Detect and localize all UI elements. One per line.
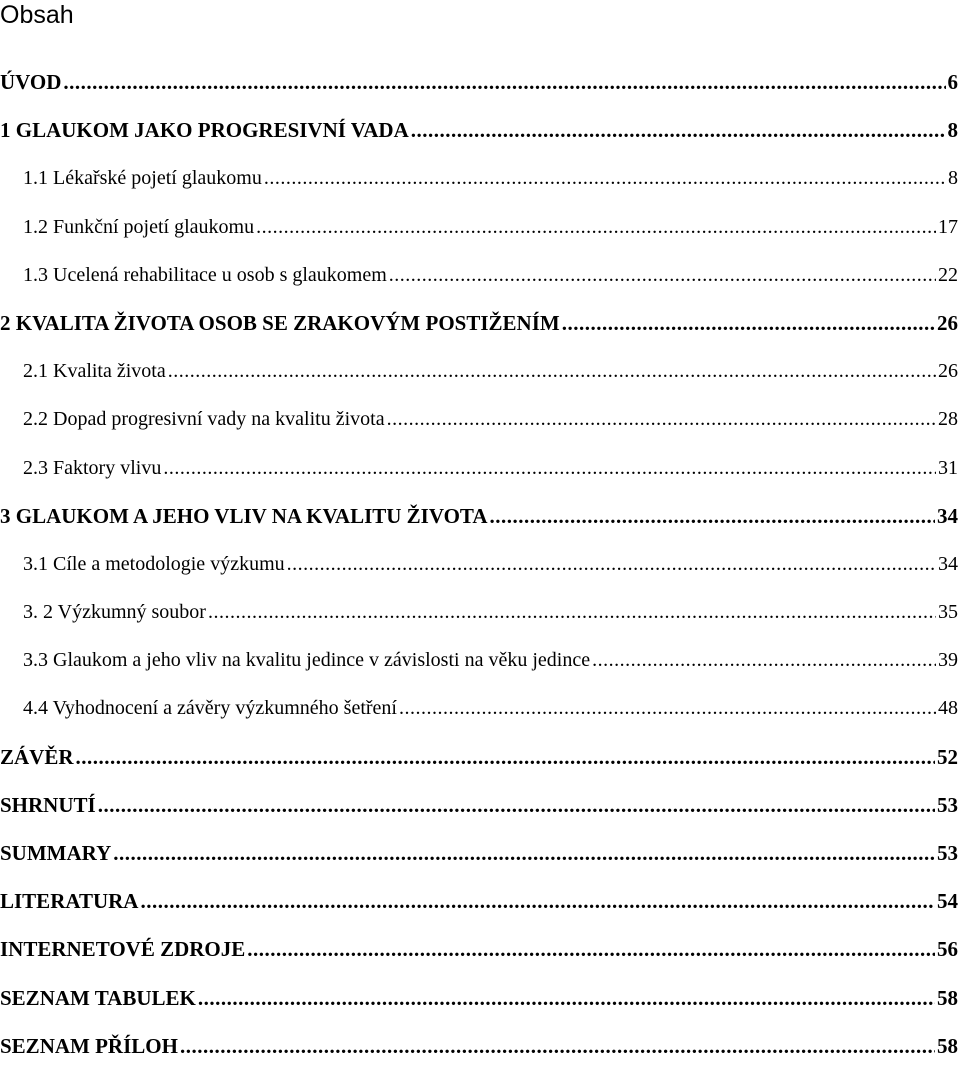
toc-entry-label: INTERNETOVÉ ZDROJE (0, 937, 246, 962)
toc-entry-label: 3.3 Glaukom a jeho vliv na kvalitu jedince v závislosti na věku jedince (23, 649, 591, 672)
dot-leader (399, 684, 936, 732)
dot-leader (592, 636, 936, 684)
dot-leader (490, 492, 935, 540)
toc-entry[interactable] (0, 540, 958, 588)
toc-entry-label: SEZNAM TABULEK (0, 985, 196, 1010)
toc-entry[interactable] (0, 925, 958, 973)
toc-entry[interactable] (0, 444, 958, 492)
toc-entry[interactable] (0, 1022, 958, 1070)
toc-entry-page: 54 (937, 889, 958, 914)
toc-entry[interactable] (0, 395, 958, 443)
dot-leader (247, 925, 935, 973)
dot-leader (387, 395, 936, 443)
toc-entry[interactable] (0, 588, 958, 636)
toc-entry[interactable] (0, 299, 958, 347)
toc-entry-page: 34 (937, 503, 958, 528)
toc-entry-label: 1 GLAUKOM JAKO PROGRESIVNÍ VADA (0, 118, 409, 143)
toc-entry-label: 2.1 Kvalita života (23, 360, 166, 383)
toc-entry-label: 1.1 Lékařské pojetí glaukomu (23, 167, 262, 190)
toc-entry-page: 52 (937, 744, 958, 769)
dot-leader (256, 203, 936, 251)
toc-entry-page: 53 (937, 841, 958, 865)
dot-leader (63, 58, 945, 106)
toc-entry-label: 3.1 Cíle a metodologie výzkumu (23, 552, 285, 575)
toc-entry-label: 4.4 Vyhodnocení a závěry výzkumného šetření (23, 697, 397, 720)
toc-entry-label: SEZNAM PŘÍLOH (0, 1033, 178, 1058)
toc-entry-label: 2.2 Dopad progresivní vady na kvalitu života (23, 408, 385, 431)
toc-entry-page: 8 (948, 167, 958, 190)
toc-entry[interactable] (0, 347, 958, 395)
toc-entry[interactable] (0, 58, 958, 106)
dot-leader (287, 540, 936, 588)
toc-entry-label: ÚVOD (0, 70, 62, 94)
toc-entry-page: 8 (947, 118, 958, 143)
dot-leader (208, 588, 936, 636)
toc-entry[interactable] (0, 154, 958, 202)
toc-entry-page: 53 (937, 792, 958, 817)
toc-entry-page: 31 (938, 456, 958, 479)
dot-leader (113, 829, 935, 877)
toc-entry[interactable] (0, 251, 958, 299)
toc-entry-label: 2.3 Faktory vlivu (23, 456, 162, 479)
dot-leader (180, 1022, 935, 1070)
toc-entry[interactable] (0, 733, 958, 781)
toc-entry[interactable] (0, 684, 958, 732)
toc-entry-page: 28 (938, 408, 958, 431)
toc-entry-label: SHRNUTÍ (0, 792, 96, 817)
toc-entry[interactable] (0, 829, 958, 877)
toc-entry[interactable] (0, 492, 958, 540)
dot-leader (140, 877, 935, 925)
dot-leader (411, 106, 946, 154)
dot-leader (163, 444, 936, 492)
toc-entry[interactable] (0, 877, 958, 925)
toc-entry-page: 17 (938, 215, 958, 238)
table-of-contents (0, 58, 958, 1070)
toc-entry-page: 34 (938, 552, 958, 575)
toc-entry-label: SUMMARY (0, 841, 112, 865)
dot-leader (98, 781, 935, 829)
toc-entry[interactable] (0, 203, 958, 251)
dot-leader (264, 154, 946, 202)
toc-entry-label: 2 KVALITA ŽIVOTA OSOB SE ZRAKOVÝM POSTIŽENÍM (0, 310, 560, 335)
toc-entry-page: 26 (938, 360, 958, 383)
toc-entry-page: 48 (938, 697, 958, 720)
toc-entry-page: 6 (947, 70, 958, 94)
toc-entry-label: 3 GLAUKOM A JEHO VLIV NA KVALITU ŽIVOTA (0, 503, 488, 528)
dot-leader (76, 733, 935, 781)
toc-entry-label: 1.2 Funkční pojetí glaukomu (23, 215, 255, 238)
dot-leader (562, 299, 935, 347)
toc-entry-page: 56 (937, 937, 958, 962)
dot-leader (198, 974, 935, 1022)
toc-entry-page: 39 (938, 649, 958, 672)
toc-entry-label: 1.3 Ucelená rehabilitace u osob s glaukomem (23, 263, 387, 286)
toc-entry-page: 35 (938, 601, 958, 624)
toc-entry-page: 58 (937, 1033, 958, 1058)
dot-leader (168, 347, 936, 395)
toc-entry-page: 58 (937, 985, 958, 1010)
dot-leader (389, 251, 936, 299)
toc-entry-page: 22 (938, 263, 958, 286)
toc-entry[interactable] (0, 636, 958, 684)
toc-entry-label: ZÁVĚR (0, 744, 74, 769)
toc-entry[interactable] (0, 781, 958, 829)
toc-entry[interactable] (0, 974, 958, 1022)
toc-entry-label: LITERATURA (0, 889, 139, 914)
toc-entry-label: 3. 2 Výzkumný soubor (23, 601, 206, 624)
page-title: Obsah (0, 1, 74, 29)
toc-entry-page: 26 (937, 310, 958, 335)
toc-entry[interactable] (0, 106, 958, 154)
